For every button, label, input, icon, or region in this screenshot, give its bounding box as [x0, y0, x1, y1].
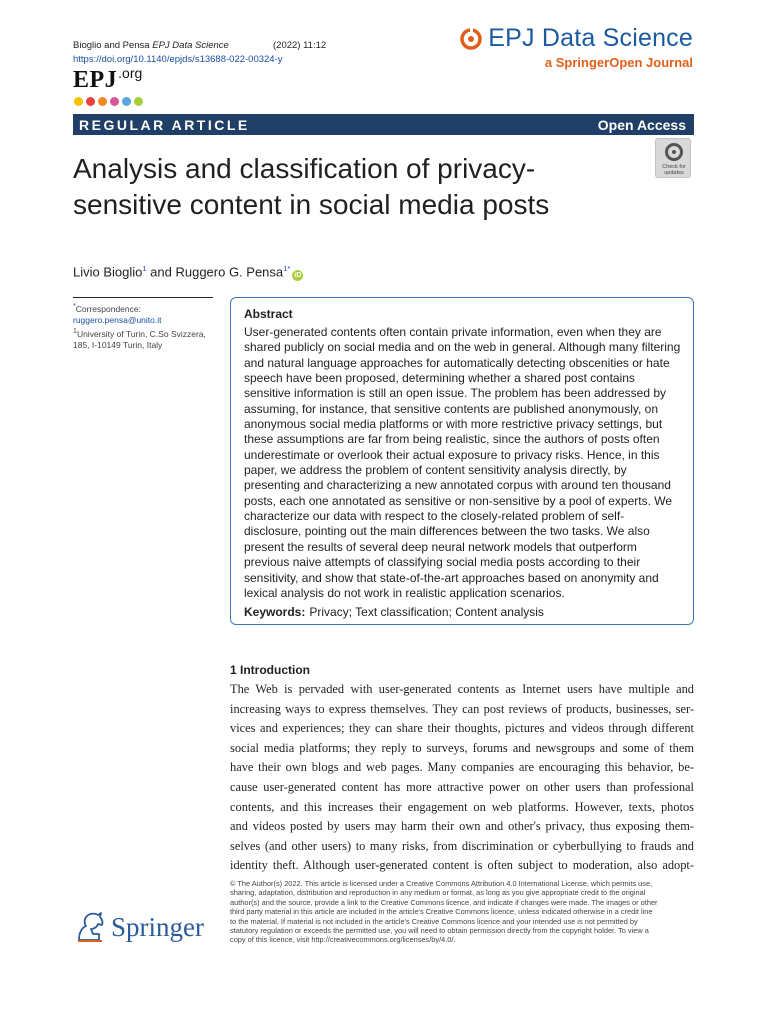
author-line [73, 264, 303, 281]
abstract-box [230, 297, 694, 625]
license-line: © The Author(s) 2022. This article is licensed under a Creative Commons Attribution 4.0 International License, which permits use, [230, 879, 653, 888]
article-type: REGULAR ARTICLE [79, 116, 250, 133]
springer-logo [73, 910, 204, 944]
check-updates-icon [665, 143, 683, 161]
abstract-text: User-generated contents often contain private information, even when they are shared publicly on social media and on the web in general. Although many filtering and natural language approaches for automatically detecting obscenities or hate speech have been proposed, determining whether a shared post contains sensitive information is still an open issue. The problem has been addressed by assuming, for instance, that sensitive contents are published anonymously, on anonymous social media platforms or with more restrictive privacy settings, but these assumptions are far from being realistic, since the authors of posts often underestimate or overlook their actual exposure to privacy risks. Hence, in this paper, we address the problem of content sensitivity analysis directly, by presenting and characterizing a new annotated corpus with around ten thousand posts, each one annotated as sensitive or non-sensitive by a pool of experts. We characterize our data with respect to the closely-related problem of self-disclosure, pointing out the main differences between the two tasks. We also present the results of several deep neural network models that outperform previous naive attempts of classifying social media posts according to their sensitivity, and show that state-of-the-art approaches based on anonymity and lexical analysis do not work in realistic application scenarios. [244, 325, 681, 600]
springeropen-icon [460, 28, 482, 50]
keywords-label: Keywords: [244, 605, 306, 620]
intro-line: The Web is pervaded with user-generated contents as Internet users have multiple and [230, 682, 694, 696]
introduction-text [230, 680, 694, 876]
affiliation-block [73, 301, 223, 351]
affiliation-line-2: 185, I-10149 Turin, Italy [73, 339, 163, 350]
check-for-updates-badge[interactable] [655, 138, 691, 178]
intro-line: selves (and other users) to many risks, from discrimination or cyberbullying to frauds and [230, 838, 694, 853]
intro-line: increasing ways to express themselves. They can post reviews of products, businesses, ser- [230, 701, 694, 716]
epj-dot [110, 97, 119, 106]
affiliation-rule [73, 297, 213, 298]
intro-line: and videos posted by users may harm their own and other's privacy, thus exposing them- [230, 819, 694, 834]
intro-line: contents, and this increases their engagement on web platforms. However, texts, photos [230, 799, 694, 814]
epj-logo [73, 67, 142, 93]
intro-line: identity theft. Although user-generated content is often subject to moderation, also adopt- [230, 858, 694, 873]
springer-horse-icon [73, 910, 107, 944]
journal-subtitle: a SpringerOpen Journal [544, 55, 693, 70]
license-line: third party material in this article are included in the article's Creative Commons licence, unless indicated otherwise in a credit line [230, 907, 653, 917]
license-line: statutory regulation or exceeds the permitted use, you will need to obtain permission directly from the copyright holder. To view a [230, 926, 649, 936]
license-text [230, 879, 694, 945]
license-line: to the material. If material is not included in the article's Creative Commons licence and your intended use is not permitted by [230, 916, 638, 926]
epj-dot [74, 97, 83, 106]
epj-dot [86, 97, 95, 106]
author-2-affil: 1* [283, 264, 291, 273]
correspondence-email[interactable]: ruggero.pensa@unito.it [73, 314, 162, 325]
article-title: Analysis and classification of privacy-sensitive content in social media posts [73, 153, 550, 220]
intro-line: cause user-generated content has more attractive power on other users than professional [230, 779, 694, 794]
correspondence-label: *Correspondence: [73, 302, 141, 314]
author-joiner: and [146, 264, 176, 280]
epj-logo-org: .org [118, 65, 143, 81]
author-1[interactable]: Livio Bioglio [73, 264, 143, 280]
license-line: sharing, adaptation, distribution and reproduction in any medium or format, as long as you give appropriate credit to the original [230, 888, 646, 898]
author-2[interactable]: Ruggero G. Pensa [175, 264, 284, 280]
license-line: copy of this licence, visit http://creativecommons.org/licenses/by/4.0/. [230, 935, 456, 945]
epj-dot [134, 97, 143, 106]
abstract-heading: Abstract [244, 307, 293, 321]
affiliation-line-1: $^1$University of Turin, C.So Svizzera, [73, 326, 206, 339]
keywords [244, 605, 681, 619]
epj-dot [98, 97, 107, 106]
springer-wordmark: Springer [111, 911, 204, 942]
journal-title: EPJ Data Science [488, 24, 693, 52]
license-line: author(s) and the source, provide a link to the Creative Commons licence, and indicate if changes were made. The images or other [230, 897, 658, 907]
open-access-label: Open Access [597, 116, 686, 133]
intro-line: social media platforms; they reply to surveys, forums and newsgroups and some of them [230, 740, 694, 755]
citation-journal: EPJ Data Science [152, 40, 229, 51]
epj-color-dots [74, 97, 143, 106]
doi-link[interactable]: https://doi.org/10.1140/epjds/s13688-022-00324-y [73, 54, 283, 65]
citation-line [73, 40, 229, 51]
epj-logo-main: EPJ [73, 67, 118, 93]
article-type-band [73, 114, 694, 135]
journal-logo [460, 24, 693, 70]
epj-dot [122, 97, 131, 106]
section-heading-introduction: 1 Introduction [230, 663, 310, 677]
check-updates-label: Check for updates [662, 164, 686, 176]
intro-line: have their own blogs and web pages. Many companies are encouraging this behavior, be- [230, 760, 694, 775]
author-1-affil: 1 [142, 264, 147, 273]
citation-year: (2022) 11:12 [273, 40, 327, 51]
citation-authors: Bioglio and Pensa [73, 40, 150, 51]
keywords-list: Privacy; Text classification; Content analysis [309, 605, 544, 620]
intro-line: vices and experiences; they can share their thoughts, pictures and videos through different [230, 721, 694, 736]
orcid-icon[interactable]: iD [294, 272, 302, 280]
